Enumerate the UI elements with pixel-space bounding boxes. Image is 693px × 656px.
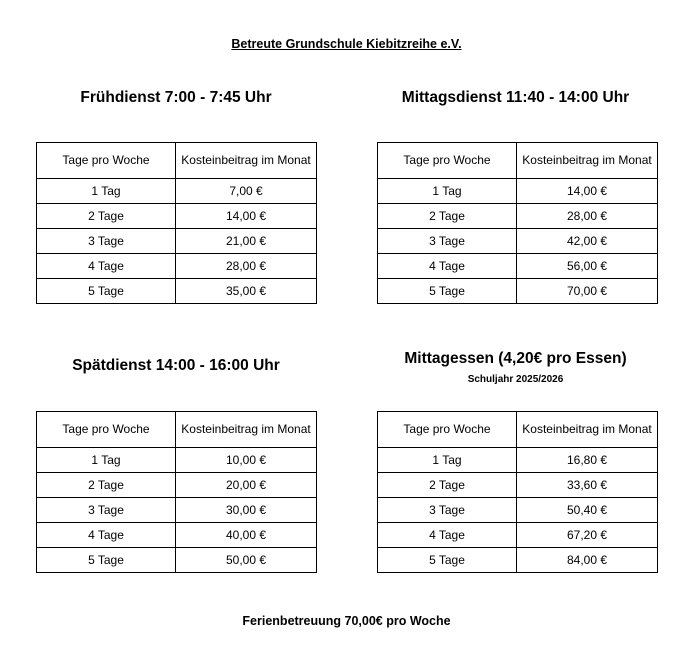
cost-cell: 21,00 € [176,229,317,254]
table-row [37,279,317,304]
days-cell: 5 Tage [37,279,176,304]
header-days: Tage pro Woche [37,143,176,179]
cost-cell: 30,00 € [176,498,317,523]
days-cell: 4 Tage [37,254,176,279]
header-days: Tage pro Woche [378,412,517,448]
cost-cell: 7,00 € [176,179,317,204]
cost-cell: 20,00 € [176,473,317,498]
table-row [378,279,658,304]
table-row [37,523,317,548]
days-cell: 2 Tage [378,473,517,498]
table-row [378,179,658,204]
table-row [37,473,317,498]
cost-cell: 56,00 € [517,254,658,279]
table-row [378,254,658,279]
cost-cell: 50,40 € [517,498,658,523]
header-days: Tage pro Woche [37,412,176,448]
table-header-row [378,412,658,448]
spaetdienst-price-table [36,411,317,573]
school-year-subheading: Schuljahr 2025/2026 [467,374,564,385]
header-cost: Kosteinbeitrag im Monat [176,143,317,179]
table-header-row [37,412,317,448]
days-cell: 3 Tage [37,498,176,523]
cost-cell: 42,00 € [517,229,658,254]
days-cell: 4 Tage [378,254,517,279]
cost-cell: 70,00 € [517,279,658,304]
header-cost: Kosteinbeitrag im Monat [176,412,317,448]
days-cell: 3 Tage [378,229,517,254]
cost-cell: 67,20 € [517,523,658,548]
days-cell: 1 Tag [378,179,517,204]
table-row [37,179,317,204]
header-cost: Kosteinbeitrag im Monat [517,412,658,448]
table-row [378,523,658,548]
holiday-care-note: Ferienbetreuung 70,00€ pro Woche [242,614,451,628]
mittagsdienst-heading: Mittagsdienst 11:40 - 14:00 Uhr [401,89,630,106]
table-row [37,448,317,473]
table-row [37,204,317,229]
days-cell: 1 Tag [37,448,176,473]
cost-cell: 35,00 € [176,279,317,304]
days-cell: 5 Tage [378,548,517,573]
spaetdienst-heading: Spätdienst 14:00 - 16:00 Uhr [72,357,280,374]
table-row [37,254,317,279]
cost-cell: 40,00 € [176,523,317,548]
cost-cell: 14,00 € [517,179,658,204]
table-row [378,473,658,498]
table-row [378,204,658,229]
mittagessen-heading: Mittagessen (4,20€ pro Essen) [404,350,627,367]
cost-cell: 33,60 € [517,473,658,498]
header-cost: Kosteinbeitrag im Monat [517,143,658,179]
fruehdienst-price-table [36,142,317,304]
fruehdienst-heading: Frühdienst 7:00 - 7:45 Uhr [80,89,272,106]
document-title: Betreute Grundschule Kiebitzreihe e.V. [231,37,462,51]
cost-cell: 16,80 € [517,448,658,473]
cost-cell: 14,00 € [176,204,317,229]
cost-cell: 10,00 € [176,448,317,473]
days-cell: 1 Tag [378,448,517,473]
cost-cell: 84,00 € [517,548,658,573]
table-header-row [378,143,658,179]
days-cell: 5 Tage [37,548,176,573]
days-cell: 5 Tage [378,279,517,304]
table-row [378,229,658,254]
days-cell: 2 Tage [378,204,517,229]
cost-cell: 50,00 € [176,548,317,573]
table-row [378,448,658,473]
cost-cell: 28,00 € [517,204,658,229]
days-cell: 4 Tage [378,523,517,548]
table-row [37,548,317,573]
days-cell: 3 Tage [37,229,176,254]
table-row [37,498,317,523]
days-cell: 2 Tage [37,204,176,229]
header-days: Tage pro Woche [378,143,517,179]
days-cell: 4 Tage [37,523,176,548]
days-cell: 2 Tage [37,473,176,498]
mittagsdienst-price-table [377,142,658,304]
table-row [378,498,658,523]
mittagessen-price-table [377,411,658,573]
days-cell: 1 Tag [37,179,176,204]
table-row [378,548,658,573]
cost-cell: 28,00 € [176,254,317,279]
table-header-row [37,143,317,179]
table-row [37,229,317,254]
days-cell: 3 Tage [378,498,517,523]
